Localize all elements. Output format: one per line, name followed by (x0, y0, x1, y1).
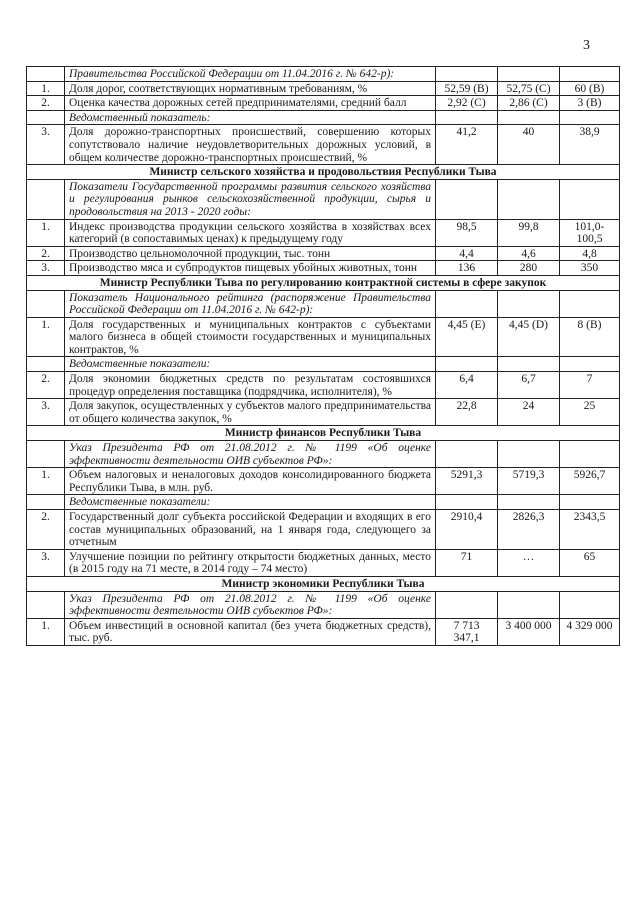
value-year-1: 5291,3 (436, 468, 498, 495)
section-title: Министр сельского хозяйства и продовольствия Республики Тыва (27, 165, 620, 180)
value-year-1: 136 (436, 261, 498, 276)
value-cell (436, 357, 498, 372)
value-cell (436, 290, 498, 317)
row-number: 3. (27, 125, 65, 165)
indicator-row (27, 549, 620, 576)
indicator-name: Производство мяса и субпродуктов пищевых убойных животных, тонн (65, 261, 436, 276)
indicator-row (27, 81, 620, 96)
value-cell (498, 591, 560, 618)
value-year-2: … (498, 549, 560, 576)
value-year-3: 60 (B) (560, 81, 620, 96)
value-cell (560, 591, 620, 618)
indicator-name: Государственный долг субъекта российской Федерации и входящих в его состав муниципальных образований, на 1 января года, следующего за отчетным (65, 510, 436, 550)
indicator-name: Доля дорожно-транспортных происшествий, совершению которых сопутствовало наличие неудовлетворительных дорожных условий, в общем количестве дорожно-транспортных происшествий, % (65, 125, 436, 165)
subheading-row (27, 495, 620, 510)
value-year-1: 4,4 (436, 246, 498, 261)
indicator-row (27, 317, 620, 357)
value-cell (436, 441, 498, 468)
value-year-3: 5926,7 (560, 468, 620, 495)
row-number: 1. (27, 219, 65, 246)
row-number: 2. (27, 96, 65, 111)
value-year-1: 2910,4 (436, 510, 498, 550)
subheading-text: Показатели Государственной программы развития сельского хозяйства и регулирования рынков сельскохозяйственной продукции, сырья и продовольствия на 2013 - 2020 годы: (65, 179, 436, 219)
value-year-1: 7 713 347,1 (436, 618, 498, 645)
value-year-1: 6,4 (436, 372, 498, 399)
subheading-row (27, 357, 620, 372)
section-title: Министр Республики Тыва по регулированию контрактной системы в сфере закупок (27, 275, 620, 290)
value-cell (436, 495, 498, 510)
value-year-3: 38,9 (560, 125, 620, 165)
value-cell (498, 179, 560, 219)
indicator-row (27, 399, 620, 426)
subheading-text: Указ Президента РФ от 21.08.2012 г. № 1199 «Об оценке эффективности деятельности ОИВ субъектов РФ»: (65, 591, 436, 618)
subheading-row (27, 441, 620, 468)
value-year-2: 2,86 (C) (498, 96, 560, 111)
value-cell (560, 110, 620, 125)
value-cell (436, 110, 498, 125)
value-year-1: 71 (436, 549, 498, 576)
indicator-name: Производство цельномолочной продукции, тыс. тонн (65, 246, 436, 261)
subheading-row (27, 110, 620, 125)
value-year-2: 99,8 (498, 219, 560, 246)
section-title: Министр финансов Республики Тыва (27, 426, 620, 441)
value-year-2: 24 (498, 399, 560, 426)
row-number: 3. (27, 261, 65, 276)
value-cell (436, 591, 498, 618)
number-cell (27, 290, 65, 317)
value-year-2: 52,75 (C) (498, 81, 560, 96)
subheading-text: Правительства Российской Федерации от 11.04.2016 г. № 642-р): (65, 67, 436, 82)
indicator-row (27, 125, 620, 165)
number-cell (27, 495, 65, 510)
row-number: 1. (27, 468, 65, 495)
value-year-2: 4,6 (498, 246, 560, 261)
number-cell (27, 110, 65, 125)
subheading-text: Ведомственный показатель: (65, 110, 436, 125)
row-number: 2. (27, 510, 65, 550)
subheading-row (27, 67, 620, 82)
section-header-row (27, 576, 620, 591)
subheading-text: Ведомственные показатели: (65, 495, 436, 510)
value-year-2: 2826,3 (498, 510, 560, 550)
value-year-2: 280 (498, 261, 560, 276)
indicator-name: Доля дорог, соответствующих нормативным требованиям, % (65, 81, 436, 96)
value-cell (560, 357, 620, 372)
indicators-table (26, 66, 620, 646)
value-cell (560, 67, 620, 82)
value-cell (498, 110, 560, 125)
indicator-name: Улучшение позиции по рейтингу открытости бюджетных данных, место (в 2015 году на 71 месте, в 2014 году – 74 место) (65, 549, 436, 576)
value-year-3: 4,8 (560, 246, 620, 261)
row-number: 3. (27, 549, 65, 576)
row-number: 3. (27, 399, 65, 426)
subheading-text: Указ Президента РФ от 21.08.2012 г. № 1199 «Об оценке эффективности деятельности ОИВ субъектов РФ»: (65, 441, 436, 468)
section-header-row (27, 275, 620, 290)
indicator-name: Доля экономии бюджетных средств по результатам состоявшихся процедур определения поставщика (подрядчика, исполнителя), % (65, 372, 436, 399)
indicator-name: Оценка качества дорожных сетей предпринимателями, средний балл (65, 96, 436, 111)
value-year-3: 2343,5 (560, 510, 620, 550)
indicator-row (27, 618, 620, 645)
value-year-1: 52,59 (B) (436, 81, 498, 96)
subheading-row (27, 591, 620, 618)
row-number: 2. (27, 246, 65, 261)
section-header-row (27, 426, 620, 441)
indicator-name: Индекс производства продукции сельского хозяйства в хозяйствах всех категорий (в сопоставимых ценах) к предыдущему году (65, 219, 436, 246)
indicator-row (27, 219, 620, 246)
value-year-1: 98,5 (436, 219, 498, 246)
value-year-1: 4,45 (E) (436, 317, 498, 357)
value-cell (560, 290, 620, 317)
number-cell (27, 357, 65, 372)
section-title: Министр экономики Республики Тыва (27, 576, 620, 591)
value-year-2: 5719,3 (498, 468, 560, 495)
value-year-3: 350 (560, 261, 620, 276)
indicator-row (27, 372, 620, 399)
indicator-row (27, 510, 620, 550)
value-year-1: 22,8 (436, 399, 498, 426)
indicator-row (27, 261, 620, 276)
number-cell (27, 441, 65, 468)
subheading-row (27, 179, 620, 219)
value-cell (498, 441, 560, 468)
value-year-2: 3 400 000 (498, 618, 560, 645)
row-number: 2. (27, 372, 65, 399)
number-cell (27, 591, 65, 618)
number-cell (27, 67, 65, 82)
value-cell (436, 179, 498, 219)
value-cell (436, 67, 498, 82)
value-cell (498, 67, 560, 82)
indicator-name: Доля государственных и муниципальных контрактов с субъектами малого бизнеса в общей стоимости государственных и муниципальных контрактов, % (65, 317, 436, 357)
subheading-text: Ведомственные показатели: (65, 357, 436, 372)
value-year-3: 25 (560, 399, 620, 426)
value-year-1: 41,2 (436, 125, 498, 165)
indicator-row (27, 468, 620, 495)
value-cell (498, 357, 560, 372)
value-year-2: 40 (498, 125, 560, 165)
indicator-row (27, 246, 620, 261)
value-year-3: 65 (560, 549, 620, 576)
value-cell (498, 495, 560, 510)
row-number: 1. (27, 618, 65, 645)
value-year-3: 7 (560, 372, 620, 399)
value-year-3: 101,0-100,5 (560, 219, 620, 246)
indicator-name: Объем налоговых и неналоговых доходов консолидированного бюджета Республики Тыва, в млн. руб. (65, 468, 436, 495)
value-year-2: 6,7 (498, 372, 560, 399)
value-year-1: 2,92 (C) (436, 96, 498, 111)
indicator-row (27, 96, 620, 111)
value-cell (498, 290, 560, 317)
value-year-3: 4 329 000 (560, 618, 620, 645)
subheading-text: Показатель Национального рейтинга (распоряжение Правительства Российской Федерации от 11.04.2016 г. № 642-р): (65, 290, 436, 317)
row-number: 1. (27, 317, 65, 357)
value-cell (560, 495, 620, 510)
value-year-3: 3 (B) (560, 96, 620, 111)
subheading-row (27, 290, 620, 317)
indicator-name: Объем инвестиций в основной капитал (без учета бюджетных средств), тыс. руб. (65, 618, 436, 645)
indicators-table-body (27, 67, 620, 646)
value-year-2: 4,45 (D) (498, 317, 560, 357)
section-header-row (27, 165, 620, 180)
indicator-name: Доля закупок, осуществленных у субъектов малого предпринимательства от общего количества закупок, % (65, 399, 436, 426)
number-cell (27, 179, 65, 219)
page-number: 3 (583, 38, 590, 53)
value-cell (560, 179, 620, 219)
value-year-3: 8 (B) (560, 317, 620, 357)
row-number: 1. (27, 81, 65, 96)
value-cell (560, 441, 620, 468)
